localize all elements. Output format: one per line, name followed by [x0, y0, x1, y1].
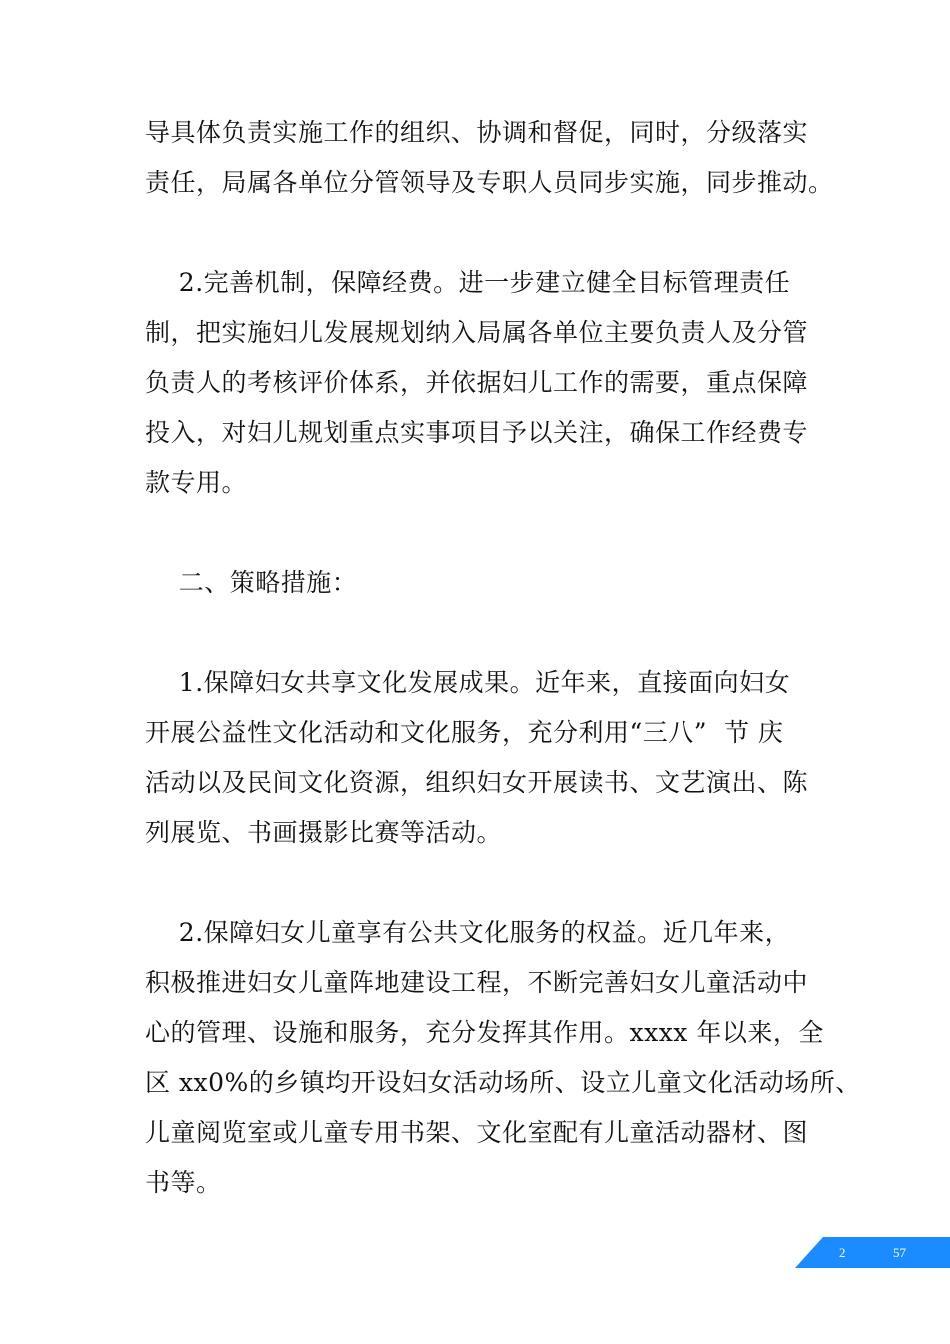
- text-line: 2.完善机制，保障经费。进一步建立健全目标管理责任: [145, 268, 791, 297]
- text-line: 书等。: [145, 1168, 222, 1197]
- text-line: 2.保障妇女儿童享有公共文化服务的权益。近几年来，: [145, 918, 791, 947]
- current-page-number: 2: [839, 1245, 846, 1260]
- text-line: 责任，局属各单位分管领导及专职人员同步实施，同步推动。: [145, 168, 834, 197]
- section-heading-strategy: [145, 558, 825, 608]
- text-line: 积极推进妇女儿童阵地建设工程，不断完善妇女儿童活动中: [145, 968, 809, 997]
- text-line: 活动以及民间文化资源，组织妇女开展读书、文艺演出、陈: [145, 768, 809, 797]
- text-line: 开展公益性文化活动和文化服务，充分利用“三八” 节 庆: [145, 718, 784, 747]
- paragraph-mechanism: [145, 258, 825, 508]
- text-line: 1.保障妇女共享文化发展成果。近年来，直接面向妇女: [145, 668, 791, 697]
- total-page-count: 57: [893, 1245, 906, 1260]
- paragraph-responsibility: [145, 108, 834, 208]
- text-line: 制，把实施妇儿发展规划纳入局属各单位主要负责人及分管: [145, 318, 809, 347]
- paragraph-public-services: [145, 908, 861, 1208]
- text-line: 导具体负责实施工作的组织、协调和督促，同时，分级落实: [145, 118, 809, 147]
- page-number-band: [795, 1237, 950, 1268]
- text-line: 负责人的考核评价体系，并依据妇儿工作的需要，重点保障: [145, 368, 809, 397]
- text-line: 投入，对妇儿规划重点实事项目予以关注，确保工作经费专: [145, 418, 809, 447]
- document-body: [145, 108, 861, 1208]
- paragraph-culture-results: [145, 658, 825, 858]
- text-line: 区 xx0%的乡镇均开设妇女活动场所、设立儿童文化活动场所、: [145, 1068, 861, 1097]
- text-line: 款专用。: [145, 468, 248, 497]
- text-line: 心的管理、设施和服务，充分发挥其作用。xxxx 年以来，全: [145, 1018, 824, 1047]
- text-line: 列展览、书画摄影比赛等活动。: [145, 818, 503, 847]
- text-line: 二、策略措施：: [145, 568, 358, 597]
- text-line: 儿童阅览室或儿童专用书架、文化室配有儿童活动器材、图: [145, 1118, 809, 1147]
